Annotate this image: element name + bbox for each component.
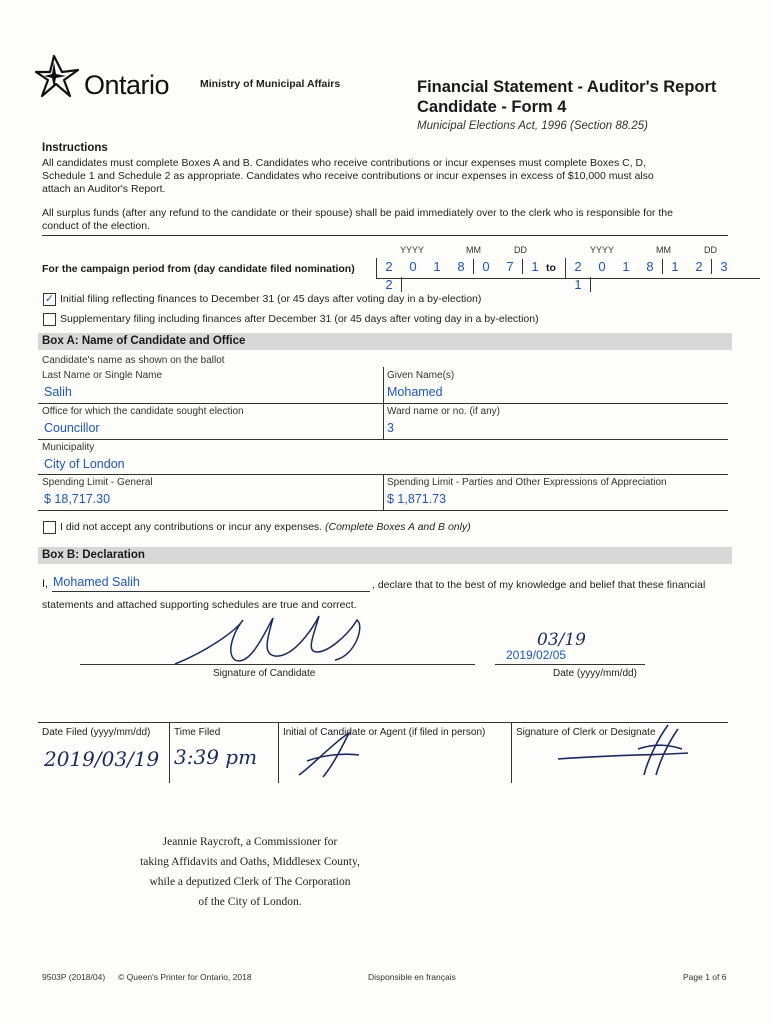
from-digit: 0 bbox=[482, 259, 490, 274]
date-line bbox=[495, 664, 645, 665]
supplementary-filing-checkbox[interactable] bbox=[43, 313, 56, 326]
filing-record-table bbox=[38, 722, 728, 783]
office-value[interactable]: Councillor bbox=[44, 421, 100, 435]
row-divider bbox=[38, 510, 728, 511]
checkmark-icon: ✓ bbox=[44, 293, 55, 305]
initial-filing-label: Initial filing reflecting finances to December 31 (or 45 days after voting day in a by-election) bbox=[60, 293, 482, 305]
office-label: Office for which the candidate sought election bbox=[42, 406, 244, 417]
page-number: Page 1 of 6 bbox=[683, 972, 727, 982]
declaration-i: I, bbox=[42, 578, 49, 590]
last-name-label: Last Name or Single Name bbox=[42, 370, 163, 381]
copyright: © Queen's Printer for Ontario, 2018 bbox=[118, 972, 252, 982]
col-yyyy-to: YYYY bbox=[590, 245, 615, 255]
to-digit: 1 bbox=[566, 277, 591, 292]
clerk-signature bbox=[548, 719, 698, 779]
signature-line bbox=[80, 664, 475, 665]
campaign-period-label: For the campaign period from (day candidate filed nomination) bbox=[42, 263, 355, 275]
time-filed-value[interactable]: 3:39 pm bbox=[174, 745, 258, 769]
initial-filing-checkbox[interactable] bbox=[43, 293, 56, 306]
from-digit: 2 bbox=[377, 277, 402, 292]
candidate-signature bbox=[165, 612, 385, 672]
ward-label: Ward name or no. (if any) bbox=[387, 406, 501, 417]
from-digit: 0 bbox=[409, 259, 417, 274]
to-digit: 2 bbox=[687, 259, 712, 274]
divider bbox=[42, 235, 728, 236]
to-label: to bbox=[546, 262, 556, 274]
name-underline bbox=[52, 591, 370, 592]
from-date-field[interactable] bbox=[376, 258, 571, 292]
from-digit: 8 bbox=[449, 259, 474, 274]
col-yyyy-from: YYYY bbox=[400, 245, 425, 255]
instructions-text: All candidates must complete Boxes A and B. Candidates who receive contributions or incur expenses must complete Boxes C, D, Schedule 1 and Schedule 2 as appropriate. Candidates who receive contributions or incur expenses in excess of $10,000 must also attach an Auditor's Report. bbox=[42, 157, 654, 195]
limit-parties-value[interactable]: $ 1,871.73 bbox=[387, 492, 447, 506]
to-digit: 1 bbox=[622, 259, 630, 274]
supplementary-filing-label: Supplementary filing including finances after December 31 (or 45 days after voting day in a by-election) bbox=[60, 313, 539, 325]
limit-parties-label: Spending Limit - Parties and Other Expressions of Appreciation bbox=[387, 477, 667, 488]
from-digit: 1 bbox=[531, 259, 539, 274]
from-digit: 2 bbox=[385, 259, 393, 274]
commissioner-stamp: Jeannie Raycroft, a Commissioner for taking Affidavits and Oaths, Middlesex County, while a deputized Clerk of The Corporation of the City of London. bbox=[140, 836, 360, 908]
form-title-line2: Candidate - Form 4 bbox=[417, 98, 567, 116]
col-dd-to: DD bbox=[704, 245, 717, 255]
to-date-field[interactable] bbox=[565, 258, 760, 292]
to-digit: 1 bbox=[671, 259, 679, 274]
declaration-text: , declare that to the best of my knowledge and belief that these financial bbox=[372, 579, 706, 591]
time-filed-label: Time Filed bbox=[174, 727, 221, 738]
column-divider bbox=[383, 403, 384, 439]
box-a-header: Box A: Name of Candidate and Office bbox=[38, 333, 732, 350]
from-digit: 1 bbox=[433, 259, 441, 274]
french-availability: Disponsible en français bbox=[368, 972, 456, 982]
candidate-name-label: Candidate's name as shown on the ballot bbox=[42, 355, 225, 366]
declarant-name[interactable]: Mohamed Salih bbox=[53, 575, 140, 589]
no-contributions-checkbox[interactable] bbox=[43, 521, 56, 534]
instructions-heading: Instructions bbox=[42, 142, 108, 154]
municipality-label: Municipality bbox=[42, 442, 95, 453]
form-code: 9503P (2018/04) bbox=[42, 972, 106, 982]
column-divider bbox=[383, 474, 384, 510]
statements-text: statements and attached supporting schedules are true and correct. bbox=[42, 599, 357, 611]
trillium-icon bbox=[32, 52, 84, 102]
col-dd-from: DD bbox=[514, 245, 527, 255]
form-title-line1: Financial Statement - Auditor's Report bbox=[417, 78, 717, 96]
to-digit: 3 bbox=[720, 259, 728, 274]
last-name-value[interactable]: Salih bbox=[44, 385, 72, 399]
initial-label: Initial of Candidate or Agent (if filed in person) bbox=[283, 727, 486, 738]
to-digit: 0 bbox=[598, 259, 606, 274]
col-mm-to: MM bbox=[656, 245, 671, 255]
act-reference: Municipal Elections Act, 1996 (Section 88.25) bbox=[417, 120, 648, 132]
logo-text: Ontario bbox=[84, 70, 170, 100]
row-divider bbox=[38, 439, 728, 440]
to-digit: 2 bbox=[574, 259, 582, 274]
given-name-value[interactable]: Mohamed bbox=[387, 385, 443, 399]
ministry-name: Ministry of Municipal Affairs bbox=[200, 78, 341, 90]
agent-initial bbox=[293, 725, 363, 781]
date-label: Date (yyyy/mm/dd) bbox=[553, 668, 637, 679]
limit-general-value[interactable]: $ 18,717.30 bbox=[44, 492, 111, 506]
date-filed-value[interactable]: 2019/03/19 bbox=[44, 747, 160, 771]
from-digit: 7 bbox=[498, 259, 523, 274]
date-filed-label: Date Filed (yyyy/mm/dd) bbox=[42, 727, 151, 738]
limit-general-label: Spending Limit - General bbox=[42, 477, 153, 488]
no-contributions-label: I did not accept any contributions or incur any expenses. (Complete Boxes A and B only) bbox=[60, 521, 471, 533]
column-divider bbox=[383, 367, 384, 403]
signature-label: Signature of Candidate bbox=[213, 668, 316, 679]
clerk-signature-label: Signature of Clerk or Designate bbox=[516, 727, 656, 738]
col-mm-from: MM bbox=[466, 245, 481, 255]
declaration-date[interactable]: 2019/02/05 bbox=[506, 648, 567, 662]
given-name-label: Given Name(s) bbox=[387, 370, 455, 381]
surplus-text: All surplus funds (after any refund to the candidate or their spouse) shall be paid immediately over to the clerk who is responsible for the conduct of the election. bbox=[42, 207, 673, 232]
box-b-header: Box B: Declaration bbox=[38, 547, 732, 564]
ward-value[interactable]: 3 bbox=[387, 421, 394, 435]
municipality-value[interactable]: City of London bbox=[44, 457, 125, 471]
to-digit: 8 bbox=[638, 259, 663, 274]
date-correction: 03/19 bbox=[537, 630, 586, 650]
ontario-logo bbox=[32, 52, 182, 104]
